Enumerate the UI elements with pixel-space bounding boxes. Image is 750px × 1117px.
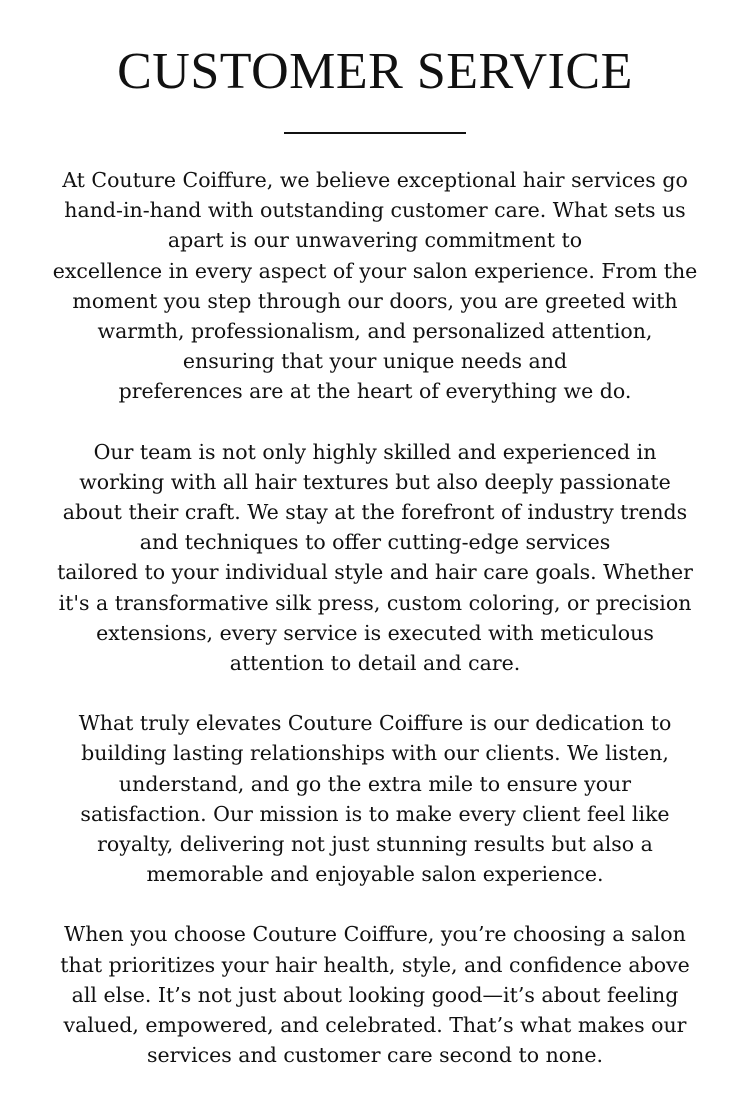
text-line: excellence in every aspect of your salon experience. From the	[52, 258, 698, 283]
page-title: CUSTOMER SERVICE	[117, 43, 633, 100]
text-line: attention to detail and care.	[229, 651, 521, 676]
text-line: What truly elevates Couture Coiffure is our dedication to	[78, 711, 672, 736]
text-line: valued, empowered, and celebrated. That’s what makes our	[63, 1013, 687, 1038]
paragraph-relationships	[22, 708, 728, 889]
text-line: services and customer care second to none.	[147, 1043, 603, 1068]
text-line: Our team is not only highly skilled and experienced in	[93, 439, 657, 464]
text-line: hand-in-hand with outstanding customer care. What sets us	[64, 198, 686, 223]
content-body	[22, 165, 728, 1070]
text-line: memorable and enjoyable salon experience.	[146, 862, 604, 887]
text-line: When you choose Couture Coiffure, you’re choosing a salon	[64, 922, 686, 947]
paragraph-closing	[22, 919, 728, 1070]
paragraph-team	[22, 437, 728, 679]
text-line: it's a transformative silk press, custom coloring, or precision	[58, 590, 692, 615]
text-line: At Couture Coiffure, we believe exceptional hair services go	[62, 168, 688, 192]
text-line: that prioritizes your hair health, style, and confidence above	[60, 952, 690, 977]
paragraph-intro	[22, 165, 728, 407]
text-line: preferences are at the heart of everything we do.	[118, 379, 632, 404]
text-line: understand, and go the extra mile to ensure your	[118, 771, 632, 796]
text-line: working with all hair textures but also deeply passionate	[79, 469, 671, 494]
text-line: all else. It’s not just about looking good—it’s about feeling	[71, 982, 679, 1007]
text-line: about their craft. We stay at the forefront of industry trends	[62, 500, 688, 525]
text-line: and techniques to offer cutting-edge services	[139, 530, 611, 555]
text-line: satisfaction. Our mission is to make every client feel like	[80, 801, 670, 826]
text-line: royalty, delivering not just stunning results but also a	[97, 832, 653, 857]
title-divider	[284, 132, 466, 134]
text-line: moment you step through our doors, you are greeted with	[72, 288, 678, 313]
text-line: building lasting relationships with our clients. We listen,	[81, 741, 669, 766]
text-line: apart is our unwavering commitment to	[167, 228, 583, 253]
text-line: ensuring that your unique needs and	[182, 349, 568, 374]
text-line: tailored to your individual style and hair care goals. Whether	[57, 560, 693, 585]
text-line: extensions, every service is executed with meticulous	[96, 620, 654, 645]
text-line: warmth, professionalism, and personalized attention,	[97, 319, 653, 344]
